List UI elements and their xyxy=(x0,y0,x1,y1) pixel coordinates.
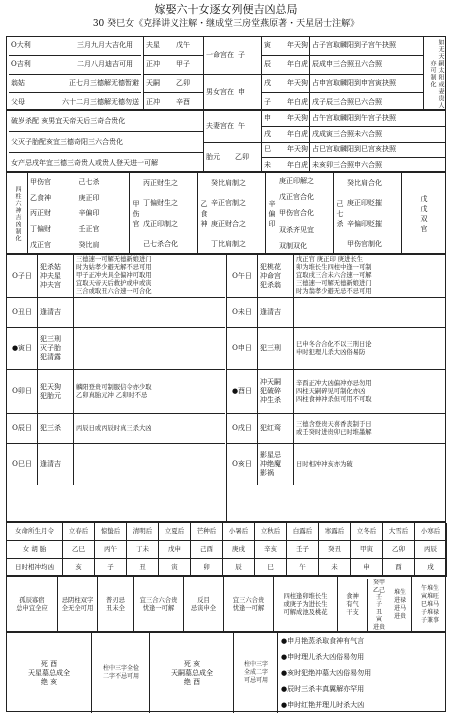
k-item: 丑 xyxy=(375,608,382,616)
cell-text: 年天狗 xyxy=(287,113,308,122)
cell-text: 戌成寅三合照未六合照 xyxy=(312,129,382,138)
section-misc xyxy=(6,576,446,632)
row xyxy=(9,131,203,152)
s3-g4 xyxy=(277,173,333,255)
cell-text: 六十二月三德解无德勿送 xyxy=(62,97,139,106)
day-text: 巳申冬合合化不以三刑日论 申时犯理儿杀大凶俗易防 xyxy=(293,327,445,369)
row xyxy=(204,142,262,174)
row xyxy=(310,74,424,93)
cell-text: 未亥卯三合照申六合照 xyxy=(312,161,382,170)
day-label: ●寅日 xyxy=(7,327,37,369)
cell-text: 天嗣 xyxy=(146,78,160,87)
day-text: 麟阳登贵可制服信令亦少取 乙卯真胎元冲 乙卯时不忌 xyxy=(73,369,225,413)
cell-text: 年天狗 xyxy=(287,78,308,87)
day-label: O子日 xyxy=(12,271,32,280)
day-label: O卯日 xyxy=(7,369,37,413)
month-cell: 酉 xyxy=(383,559,415,577)
month-cell: 辛亥 xyxy=(255,541,287,559)
day-label: O戌日 xyxy=(227,413,257,443)
day-mark: 犯三杀 xyxy=(37,413,73,443)
row xyxy=(9,37,141,55)
row xyxy=(262,37,310,55)
s2-rows xyxy=(9,111,203,173)
month-cell: 小暑后 xyxy=(223,523,255,541)
row xyxy=(262,111,310,126)
row xyxy=(204,74,262,112)
month-cell: 未 xyxy=(319,559,351,577)
cell-text: 申 xyxy=(238,88,245,97)
day-label: O巳日 xyxy=(7,443,37,485)
cell-text: 占午宫取麟阳到午宫子抉照 xyxy=(312,113,396,122)
cell-text: 戊午 xyxy=(176,41,190,50)
cell-text: 正七月三德解无德暂避 xyxy=(69,78,139,87)
god-item: 双杀齐见宜 xyxy=(279,225,314,234)
s1-left xyxy=(9,37,141,111)
month-cell: 立夏后 xyxy=(159,523,191,541)
god-item: 庚正印贬摧 xyxy=(347,199,382,208)
k-item: 壬 xyxy=(375,594,382,602)
month-cell: 大雪后 xyxy=(383,523,415,541)
divider xyxy=(226,255,227,521)
stem-item: 庚正印 xyxy=(78,193,100,202)
cell-text: 午 xyxy=(238,121,245,130)
day-mark: 犯天狗 犯胎元 xyxy=(37,369,73,413)
god-item: 丙正财生之 xyxy=(143,178,178,187)
day-text xyxy=(73,443,225,485)
row xyxy=(310,126,446,142)
cell-text: 父母 xyxy=(11,97,25,106)
s6-k2: 堆生 进禄 进马 进贵 xyxy=(393,589,406,620)
god-item: 庚正印解之 xyxy=(279,176,314,185)
stem-item: 戊正官 xyxy=(30,240,51,249)
god-item: 辛正官制之 xyxy=(211,199,246,208)
cell-text: 巳 xyxy=(264,145,271,154)
cell-text: 未 xyxy=(264,161,271,170)
day-text: 戊正官 庚正印 庚进长生 卯为堆长生四柱中逢一可制 宜取戌三合未六合速一可解 三德速一可解无德新娘进门 时为翁孝少避无忌不忌可用 xyxy=(293,255,445,297)
month-cell: 女命所生月令 xyxy=(7,523,63,541)
cell-text: 子 xyxy=(238,50,245,59)
row xyxy=(144,92,204,111)
head-char: 神 xyxy=(200,220,208,228)
cell-text: 辰 xyxy=(264,60,271,69)
cell-text: 三月九月大吉化用 xyxy=(77,41,133,50)
month-cell: 惊蛰后 xyxy=(95,523,127,541)
row xyxy=(9,92,141,111)
row xyxy=(262,126,310,142)
cell-text: O吉利 xyxy=(11,60,31,69)
stem-item: 丁偏财 xyxy=(30,225,51,234)
day-mark: 冲天嗣 犯破碎 冲生杀 xyxy=(257,369,293,413)
god-item: 己七杀合化 xyxy=(143,240,178,249)
day-mark: 犯红鸾 xyxy=(257,413,293,443)
cell-text: 一命宫在 xyxy=(206,50,234,59)
month-cell: 丁未 xyxy=(127,541,159,559)
month-cell: 亥 xyxy=(63,559,95,577)
day-text xyxy=(73,327,225,369)
months-table xyxy=(7,523,447,577)
month-cell: 寅 xyxy=(159,559,191,577)
month-cell: 乙卯 xyxy=(383,541,415,559)
month-cell: 日时相冲均凶 xyxy=(7,559,63,577)
row xyxy=(9,74,141,93)
s3-g2 xyxy=(141,173,197,255)
month-cell: 子 xyxy=(95,559,127,577)
month-cell: 戌 xyxy=(415,559,447,577)
s7-b: 柱中三字全俭 二字不忌可用 xyxy=(91,633,150,713)
stem-item: 乙食神 xyxy=(30,193,51,202)
head-char: 己 xyxy=(336,200,344,208)
month-cell: 己酉 xyxy=(191,541,223,559)
note-item: ●亥时犯绝冲墓大凶俗易勿用 xyxy=(281,668,372,677)
s3-label-cell xyxy=(7,173,27,255)
day-label: O午日 xyxy=(232,271,252,280)
cell-text: 戌子辰三合照巳六合照 xyxy=(312,97,382,106)
k-item: 癸甲 xyxy=(372,579,385,587)
head-char: 印 xyxy=(268,220,276,228)
cell-text: 父灭子胎配亥宜三德奇阳三六合贵化 xyxy=(11,137,123,146)
section-avoid xyxy=(6,110,446,172)
god-item: 双制双化 xyxy=(279,242,307,251)
s2-years xyxy=(261,111,310,173)
month-cell: 丙辰 xyxy=(415,541,447,559)
god-item: 丁比肩制之 xyxy=(211,240,246,249)
section-death xyxy=(6,632,446,712)
s3-g5 xyxy=(345,173,401,255)
k-item: 乙己 xyxy=(372,586,385,594)
page-subtitle: 30 癸巳女《克择讲义注解・继成堂三房堂燕原著・天星居士注解》 xyxy=(92,19,360,29)
god-item: 甲伤官合化 xyxy=(279,209,314,218)
day-label: O未日 xyxy=(227,297,257,327)
day-mark: 犯杀姑 冲夫星 冲夫宫 xyxy=(37,255,73,297)
day-label: O申日 xyxy=(227,327,257,369)
day-mark: 犯三刑 灭子胎 犯清露 xyxy=(37,327,73,369)
row xyxy=(262,74,310,93)
row xyxy=(262,92,310,111)
row xyxy=(310,37,424,55)
god-item: 丁偏财生之 xyxy=(143,199,178,208)
cell-text: 甲子 xyxy=(176,60,190,69)
day-text: 丙辰日或丙辰时真三杀大凶 xyxy=(73,413,225,443)
note-item: ●申时理儿杀大凶俗易勿用 xyxy=(281,652,365,661)
day-label: O亥日 xyxy=(227,443,257,485)
god-item: 癸比肩制之 xyxy=(211,178,246,187)
row xyxy=(9,111,203,131)
s6-k3: 午堆生 寅堆旺 巳堆马 子堆禄 子兼事 xyxy=(411,577,448,633)
s3-g6 xyxy=(401,173,446,255)
day-mark: 犯桃花 冲命宫 犯杀翁 xyxy=(257,255,293,297)
misc-box: 宜三合六合贵 忧逢一可解 xyxy=(133,577,183,633)
day-mark: 逢清吉 xyxy=(257,297,293,327)
day-label: O辰日 xyxy=(7,413,37,443)
god-item: 庚正财合之 xyxy=(211,219,246,228)
cell-text: 占申宫取麟阳到申宫寅抉照 xyxy=(312,78,396,87)
month-cell: 芒种后 xyxy=(191,523,223,541)
section-six-gods xyxy=(6,172,446,254)
cell-text: 男女宫在 xyxy=(206,88,234,97)
month-cell: 丑 xyxy=(127,559,159,577)
god-item: 癸比肩合化 xyxy=(347,178,382,187)
s1-mid2 xyxy=(203,37,262,111)
cell-text: 年白虎 xyxy=(287,129,308,138)
row xyxy=(9,152,203,173)
section-marriage-core xyxy=(6,36,446,110)
row xyxy=(204,37,262,74)
month-cell: 辰 xyxy=(223,559,255,577)
cell-text: 二月八月迪吉可用 xyxy=(77,60,133,69)
cell-text: 胎元 xyxy=(206,153,220,162)
s7-c: 死 亥 天嗣墓总成全 绝 酉 xyxy=(149,633,234,713)
s1-right-text: 如无天嗣太阳或妻贵人亦可制化 xyxy=(429,39,444,109)
month-cell: 午 xyxy=(287,559,319,577)
day-label: ●酉日 xyxy=(227,369,257,413)
s3-label: 四柱六神吉凶制化 xyxy=(14,186,21,242)
section-months xyxy=(6,522,446,576)
day-text: 辛酉正冲大凶偏冲亦忌勿用 四柱天嗣碎见可制化亦凶 四柱食神冲杀但可用不可取 xyxy=(293,369,445,413)
misc-box: 普刃忌 丑未全 xyxy=(97,577,133,633)
row xyxy=(144,37,204,55)
head-char: 双 xyxy=(420,215,428,223)
month-cell: 申 xyxy=(351,559,383,577)
section-days xyxy=(6,254,446,522)
cell-text: 夫星 xyxy=(146,41,160,50)
misc-box: 孤辰寡宿 总申宜全应 xyxy=(16,597,48,612)
god-item: 戊正官合化 xyxy=(279,193,314,202)
day-mark: 逢清吉 xyxy=(37,297,73,327)
cell-text: 申 xyxy=(264,113,271,122)
s1-notes xyxy=(309,37,424,111)
note-item: ●申月艳蒸杀取食神有气言 xyxy=(281,636,365,645)
cell-text: 乙卯 xyxy=(235,153,249,162)
cell-text: 夫妻宫在 xyxy=(206,121,234,130)
cell-text: 子 xyxy=(264,97,271,106)
month-cell: 巳 xyxy=(255,559,287,577)
month-cell: 白露后 xyxy=(287,523,319,541)
s3-stems xyxy=(27,173,129,255)
row xyxy=(310,111,446,126)
day-mark: 犯三刑 xyxy=(257,327,293,369)
day-text: 三德速一可解无德新娘进门 时为姑孝少避无解不忌可用 甲子正冲夫具全偏冲可取用 宜取天帝天后救护或申或寅 三合或取丑六合速一可合化 xyxy=(73,255,225,297)
head-char: 辛 xyxy=(268,200,276,208)
s7-a: 死 酉 天星墓总成全 绝 亥 xyxy=(28,659,70,686)
god-item: 辛偏印贬摧 xyxy=(347,219,382,228)
k-item: 寅 xyxy=(375,616,382,624)
s7-notes xyxy=(277,633,447,713)
row xyxy=(144,55,204,74)
s1-years xyxy=(261,37,310,111)
stem-item: 己七杀 xyxy=(78,178,100,187)
note-item: ●申时红艳并理儿时杀大凶 xyxy=(281,700,365,709)
k-item: 子 xyxy=(375,601,382,609)
cell-text: 年白虎 xyxy=(287,60,308,69)
head-char: 七 xyxy=(336,210,344,218)
month-cell: 卯 xyxy=(191,559,223,577)
stem-item: 辛偏印 xyxy=(78,209,100,218)
cell-text: 占子宫取麟阳到子宫午抉照 xyxy=(312,41,396,50)
cell-text: 辛酉 xyxy=(176,97,190,106)
cell-text: 戌 xyxy=(264,129,271,138)
cell-text: 正冲 xyxy=(146,60,160,69)
row xyxy=(310,55,424,74)
day-mark: 影星忌 冲绝魔 影祸 xyxy=(257,443,293,485)
misc-box: 食神 有气 干支 xyxy=(337,577,367,633)
head-char: 官 xyxy=(132,220,140,228)
s3-g3 xyxy=(209,173,265,255)
row xyxy=(9,55,141,74)
misc-box: 宜三六合贵 忧逢一可解 xyxy=(223,577,273,633)
month-cell: 丙午 xyxy=(95,541,127,559)
month-cell: 壬子 xyxy=(287,541,319,559)
row xyxy=(144,74,204,93)
month-cell: 甲寅 xyxy=(351,541,383,559)
day-mark: 逢清吉 xyxy=(37,443,73,485)
month-cell: 女 胡 胎 xyxy=(7,541,63,559)
cell-text: 寅 xyxy=(264,41,271,50)
head-char: 甲 xyxy=(132,200,140,208)
head-char: 官 xyxy=(420,225,428,233)
head-char: 戊 xyxy=(420,195,428,203)
day-text xyxy=(73,297,225,327)
cell-text: 乙卯 xyxy=(176,78,190,87)
cell-text: 正冲 xyxy=(146,97,160,106)
k-item: 进贵 xyxy=(372,623,385,631)
month-cell: 小寒后 xyxy=(415,523,447,541)
row xyxy=(204,111,262,142)
stem-item: 甲伤官 xyxy=(30,178,51,187)
s1-right-note xyxy=(423,37,448,111)
cell-text: 年天狗 xyxy=(287,145,308,154)
day-text: 三德含登贵天喜香丧制于日 或壬癸时进贵卯已时堆墨解 xyxy=(293,413,445,443)
month-cell: 戊申 xyxy=(159,541,191,559)
month-cell: 寒露后 xyxy=(319,523,351,541)
cell-text: 女产忌戌年宜三德三奇贵人或贵人登天进一可解 xyxy=(11,158,158,167)
cell-text: 破岁杀配 亥男宜天帝天后三奇合贵化 xyxy=(11,116,126,125)
stem-item: 癸比肩 xyxy=(78,240,100,249)
month-cell: 庚戌 xyxy=(223,541,255,559)
cell-text: 年天狗 xyxy=(287,41,308,50)
cell-text: O大利 xyxy=(11,41,31,50)
cell-text: 翁姑 xyxy=(11,78,25,87)
row xyxy=(262,55,310,74)
stem-item: 壬正官 xyxy=(78,225,100,234)
misc-box: 反目 忌寅申全 xyxy=(183,577,223,633)
row xyxy=(262,157,310,173)
god-item: 甲伤官制化 xyxy=(347,240,382,249)
head-char: 戊 xyxy=(420,205,428,213)
stem-item: 丙正财 xyxy=(30,209,51,218)
page-title: 嫁娶六十女逐女列便吉凶总局 xyxy=(154,3,298,16)
head-char: 食 xyxy=(200,210,208,218)
head-char: 杀 xyxy=(336,220,344,228)
head-char: 偏 xyxy=(268,210,276,218)
cell-text: 年白虎 xyxy=(287,161,308,170)
s2-notes xyxy=(309,111,446,173)
s6-boxes xyxy=(7,577,367,633)
note-item: ●辰时三杀丰真翼解亦罕用 xyxy=(281,684,365,693)
s6-k1 xyxy=(367,579,390,631)
misc-box: 四柱逢卯堆长生 或庚子为进长生 可解成池及桃花 xyxy=(273,577,337,633)
day-label: O丑日 xyxy=(7,297,37,327)
misc-box: 忌阴柱双字 全无全可用 xyxy=(57,577,97,633)
s7-d: 柱中三字 全成二字 可忌可用 xyxy=(233,633,278,713)
day-text: 日时相冲冲亥亦为破 xyxy=(293,443,445,485)
month-cell: 立春后 xyxy=(63,523,95,541)
cell-text: 辰成申三合照丑六合照 xyxy=(312,60,382,69)
god-item: 戊正印制之 xyxy=(143,219,178,228)
month-cell: 清明后 xyxy=(127,523,159,541)
head-char: 伤 xyxy=(132,210,140,218)
head-char: 乙 xyxy=(200,200,208,208)
row xyxy=(262,142,310,158)
month-cell: 癸丑 xyxy=(319,541,351,559)
month-cell: 立秋后 xyxy=(255,523,287,541)
row xyxy=(310,157,446,173)
cell-text: 年白虎 xyxy=(287,97,308,106)
row xyxy=(310,92,424,111)
row xyxy=(310,142,446,158)
month-cell: 立冬后 xyxy=(351,523,383,541)
month-cell: 乙巳 xyxy=(63,541,95,559)
cell-text: 占巳宫取麟阳到巳宫亥抉照 xyxy=(312,145,396,154)
s1-mid xyxy=(143,37,204,111)
s2-mid xyxy=(203,111,262,173)
cell-text: 戌 xyxy=(264,78,271,87)
day-text xyxy=(293,297,445,327)
